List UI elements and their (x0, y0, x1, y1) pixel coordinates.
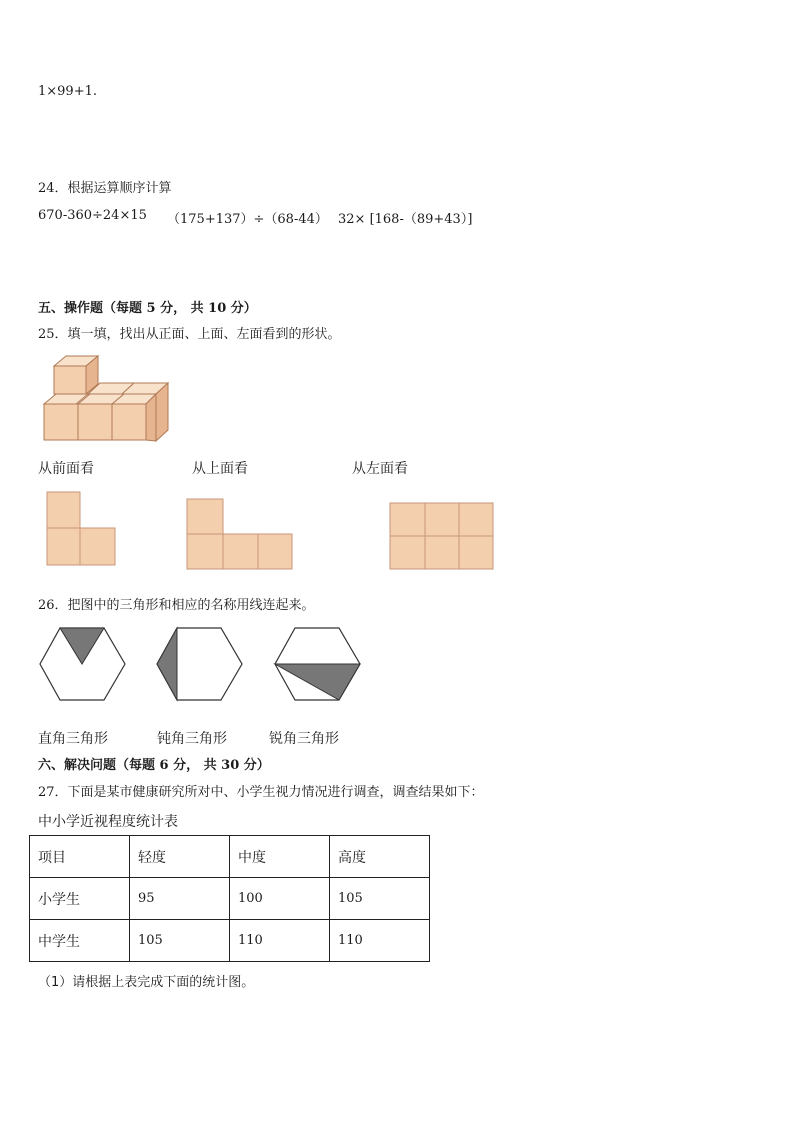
q24-expr-1: 670-360÷24×15 (38, 208, 147, 223)
q27-table-title: 中小学近视程度统计表 (38, 814, 178, 830)
table-cell: 110 (230, 920, 330, 962)
section5-title: 五、操作题（每题 5 分， 共 10 分） (38, 301, 257, 316)
q24-title: 24．根据运算顺序计算 (38, 181, 172, 196)
q25-label-left: 从左面看 (352, 461, 408, 477)
table-cell: 95 (130, 878, 230, 920)
table-cell: 105 (130, 920, 230, 962)
q25-label-front: 从前面看 (38, 461, 94, 477)
table-cell: 中学生 (30, 920, 130, 962)
table-cell: 100 (230, 878, 330, 920)
q27-title: 27．下面是某市健康研究所对中、小学生视力情况进行调查，调查结果如下： (38, 785, 484, 800)
section6-title: 六、解决问题（每题 6 分， 共 30 分） (38, 758, 270, 773)
q24-expr-2: （175+137）÷（68-44） (167, 212, 328, 227)
table-header-cell: 项目 (30, 836, 130, 878)
table-row (30, 878, 430, 920)
q25-view-top-shape (185, 498, 295, 572)
table-header-row (30, 836, 430, 878)
q27-sub-question-1: （1）请根据上表完成下面的统计图。 (38, 975, 255, 990)
table-cell: 小学生 (30, 878, 130, 920)
table-header-cell: 高度 (330, 836, 430, 878)
q25-view-left-shape (388, 501, 496, 571)
q25-title: 25．填一填，找出从正面、上面、左面看到的形状。 (38, 327, 341, 342)
q23-expression-tail: 1×99+1. (38, 84, 98, 99)
q25-view-front-shape (46, 491, 118, 569)
table-cell: 105 (330, 878, 430, 920)
table-cell: 110 (330, 920, 430, 962)
q26-hexagon-2 (155, 626, 245, 704)
q25-label-top: 从上面看 (192, 461, 248, 477)
q26-label-obtuse-triangle: 钝角三角形 (157, 731, 227, 747)
table-header-cell: 轻度 (130, 836, 230, 878)
q26-label-acute-triangle: 锐角三角形 (269, 731, 339, 747)
q26-hexagon-3 (273, 626, 363, 704)
q26-label-right-triangle: 直角三角形 (38, 731, 108, 747)
q26-title: 26．把图中的三角形和相应的名称用线连起来。 (38, 598, 315, 613)
q26-hexagon-1 (38, 626, 128, 704)
q27-myopia-table (29, 835, 430, 962)
table-header-cell: 中度 (230, 836, 330, 878)
q24-expr-3: 32× [168-（89+43）] (338, 212, 473, 227)
table-row (30, 920, 430, 962)
q25-cube-stack-figure (38, 354, 178, 446)
